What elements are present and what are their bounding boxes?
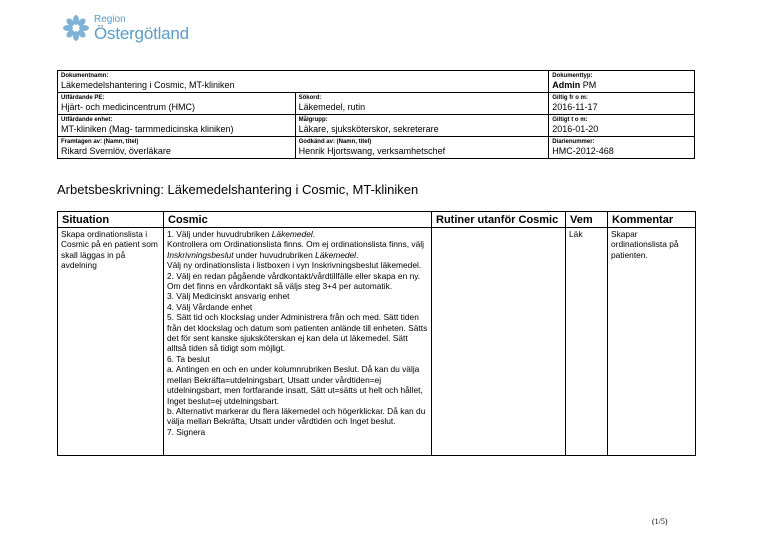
cosmic-step: 7. Signera xyxy=(167,426,206,437)
framtagen-label: Framtagen av: (Namn, titel) xyxy=(61,139,139,145)
utfardande-pe-label: Utfärdande PE: xyxy=(61,95,105,101)
dokumentnamn-label: Dokumentnamn: xyxy=(61,73,109,79)
cosmic-step: Kontrollera om Ordinationslista finns. Om ej ordinationslista finns, välj Inskrivningsbeslut under huvudrubriken Läkemedel. xyxy=(167,239,424,260)
region-logo xyxy=(62,14,189,42)
rutiner-cell xyxy=(432,228,566,456)
utfardande-enhet-label: Utfärdande enhet: xyxy=(61,117,113,123)
giltig-fr-cell xyxy=(549,93,695,115)
logo-name-text: Östergötland xyxy=(94,23,189,43)
diarienummer-value: HMC-2012-468 xyxy=(552,146,614,156)
sokord-label: Sökord: xyxy=(298,95,322,101)
table-header-row xyxy=(58,212,696,228)
framtagen-value: Rikard Svernlöv, överläkare xyxy=(61,146,171,156)
header-vem: Vem xyxy=(566,212,608,228)
header-cosmic: Cosmic xyxy=(164,212,432,228)
giltig-t-label: Giltigt t o m: xyxy=(552,117,588,123)
giltig-t-value: 2016-01-20 xyxy=(552,124,599,134)
sokord-cell xyxy=(295,93,549,115)
page-number: (1/5) xyxy=(652,517,668,526)
diarienummer-cell xyxy=(549,137,695,159)
page-heading: Arbetsbeskrivning: Läkemedelshantering i Cosmic, MT-kliniken xyxy=(57,182,419,197)
cosmic-step: 2. Välj en redan pågående vårdkontakt/vårdtillfälle eller skapa en ny. Om det finns en vårdkontakt så väljs steg 3+4 per automatik. xyxy=(167,270,421,292)
dokumenttyp-value: PM xyxy=(580,80,597,90)
utfardande-pe-cell xyxy=(58,93,296,115)
framtagen-cell xyxy=(58,137,296,159)
cosmic-step: 3. Välj Medicinskt ansvarig enhet xyxy=(167,291,290,302)
giltig-fr-label: Giltig fr o m: xyxy=(552,95,588,101)
dokumentnamn-cell xyxy=(58,71,549,93)
header-rutiner: Rutiner utanför Cosmic xyxy=(432,212,566,228)
utfardande-enhet-cell xyxy=(58,115,296,137)
godkand-value: Henrik Hjortswang, verksamhetschef xyxy=(298,146,446,156)
cosmic-step: 6. Ta beslut xyxy=(167,353,210,364)
header-situation: Situation xyxy=(58,212,164,228)
cosmic-step: 1. Välj under huvudrubriken Läkemedel. xyxy=(167,229,316,239)
dokumenttyp-label: Dokumenttyp: xyxy=(552,73,593,79)
giltig-fr-value: 2016-11-17 xyxy=(552,102,598,112)
region-flower-icon xyxy=(62,14,90,42)
logo-region-text: Region xyxy=(94,13,126,25)
vem-cell: Läk xyxy=(566,228,608,456)
cosmic-step: Välj ny ordinationslista i listboxen i vyn Inskrivningsbeslut läkemedel. xyxy=(167,260,422,271)
malgrupp-value: Läkare, sjuksköterskor, sekreterare xyxy=(298,124,439,134)
malgrupp-cell xyxy=(295,115,549,137)
giltig-t-cell xyxy=(549,115,695,137)
cosmic-step: 5. Sätt tid och klockslag under Administrera från och med. Sätt tiden från det klockslag och datum som patienten anlände till enheten. Sätts det för sent kanske sjuksköterskan ej kan dela ut läkemedel. Sätt alltså tiden så tidigt som möjligt. xyxy=(167,312,428,354)
sokord-value: Läkemedel, rutin xyxy=(298,102,366,112)
godkand-cell xyxy=(295,137,549,159)
work-description-table xyxy=(57,211,696,456)
cosmic-step: 4. Välj Vårdande enhet xyxy=(167,301,253,312)
kommentar-cell: Skapar ordinationslista på patienten. xyxy=(608,228,696,456)
cosmic-step: a. Antingen en och en under kolumnrubriken Beslut. Då kan du välja mellan Bekräfta=utdelningsbart, Utsatt under vårdtiden=ej utdelningsbart, men fortfarande insatt, Sätt ut=sätts ut helt och hållet, Inget beslut=ej utdelningsbart. xyxy=(167,364,423,406)
dokumenttyp-value-bold: Admin xyxy=(552,80,581,90)
dokumenttyp-cell xyxy=(549,71,695,93)
utfardande-pe-value: Hjärt- och medicincentrum (HMC) xyxy=(61,102,196,112)
utfardande-enhet-value: MT-kliniken (Mag- tarmmedicinska kliniken) xyxy=(61,124,234,134)
table-row xyxy=(58,228,696,456)
diarienummer-label: Diarienummer: xyxy=(552,139,595,145)
cosmic-step: b. Alternativt markerar du flera läkemedel och högerklickar. Då kan du välja mellan Bekräfta, Utsatt under vårdtiden och Inget beslut. xyxy=(167,405,426,427)
dokumentnamn-value: Läkemedelshantering i Cosmic, MT-kliniken xyxy=(61,80,235,90)
header-kommentar: Kommentar xyxy=(608,212,696,228)
document-metadata-table xyxy=(57,70,695,159)
godkand-label: Godkänd av: (Namn, titel) xyxy=(298,139,372,145)
malgrupp-label: Målgrupp: xyxy=(298,117,328,123)
cosmic-cell xyxy=(164,228,432,456)
situation-cell: Skapa ordinationslista i Cosmic på en patient som skall läggas in på avdelning xyxy=(58,228,164,456)
